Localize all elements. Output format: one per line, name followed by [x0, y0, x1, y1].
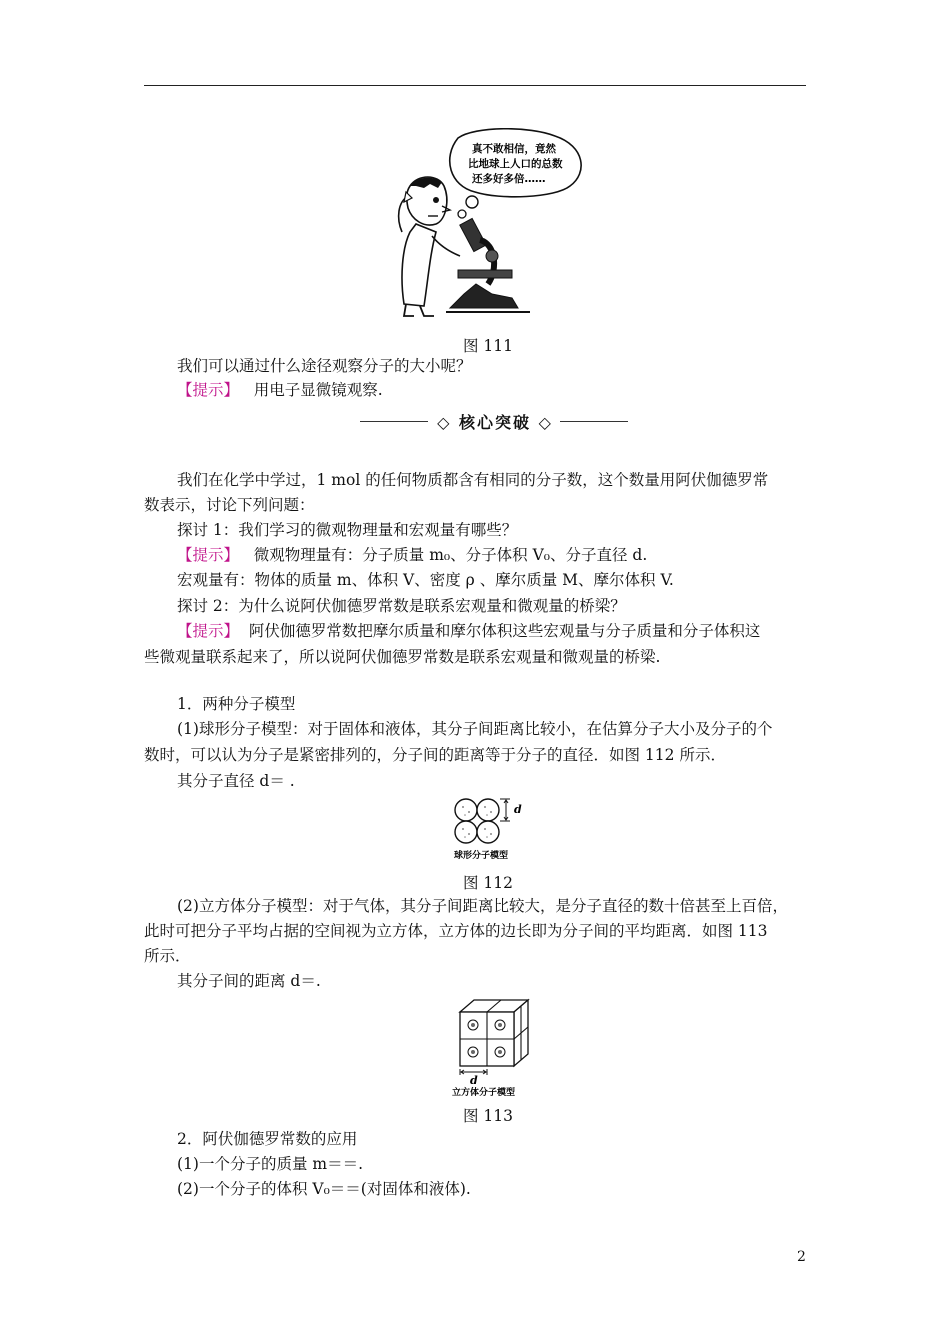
discussion-hint-1 [177, 544, 647, 566]
figure-113-caption: 图 113 [462, 1107, 513, 1125]
sphere-line-2: 数时，可以认为分子是紧密排列的，分子间的距离等于分子的直径．如图 112 所示． [144, 746, 726, 764]
intro-question: 我们可以通过什么途径观察分子的大小呢？ [177, 357, 472, 375]
discussion-question-2: 探讨 2：为什么说阿伏伽德罗常数是联系宏观量和微观量的桥梁？ [177, 597, 626, 615]
figure-111-caption: 图 111 [462, 337, 513, 355]
discussion-question-1: 探讨 1：我们学习的微观物理量和宏观量有哪些？ [177, 521, 518, 539]
discussion-hint-2-line-1 [177, 620, 760, 642]
hint-label: 【提示】 [177, 546, 240, 564]
figure-113-d-label: d [470, 1074, 478, 1087]
discussion-hint-2-line-2: 些微观量联系起来了，所以说阿伏伽德罗常数是联系宏观量和微观量的桥梁. [144, 648, 661, 666]
hint-label: 【提示】 [177, 381, 240, 399]
speech-line-1: 真不敢相信，竟然 [472, 143, 556, 155]
figure-113-cube-model [450, 998, 540, 1096]
figure-113-label: 立方体分子模型 [452, 1088, 516, 1096]
discussion-macro: 宏观量有：物体的质量 m、体积 V、密度 ρ 、摩尔质量 M、摩尔体积 V. [177, 571, 674, 589]
applications-heading: 2．阿伏伽德罗常数的应用 [177, 1130, 358, 1148]
sphere-formula: 其分子直径 d＝ . [177, 772, 295, 790]
sphere-line-1: (1)球形分子模型：对于固体和液体，其分子间距离比较小，在估算分子大小及分子的个 [177, 720, 773, 738]
application-item-1: (1)一个分子的质量 m＝＝. [177, 1155, 364, 1173]
application-item-2: (2)一个分子的体积 V₀＝＝(对固体和液体). [177, 1180, 471, 1198]
cube-formula: 其分子间的距离 d＝. [177, 972, 321, 990]
figure-111-illustration [380, 128, 590, 320]
cube-line-1: (2)立方体分子模型：对于气体，其分子间距离比较大，是分子直径的数十倍甚至上百倍， [177, 897, 788, 915]
speech-line-3: 还多好多倍…… [472, 173, 546, 185]
hint-text: 阿伏伽德罗常数把摩尔质量和摩尔体积这些宏观量与分子质量和分子体积这 [248, 622, 761, 640]
header-rule [144, 85, 806, 86]
discussion-para-line-2: 数表示，讨论下列问题： [144, 496, 315, 514]
section-divider [360, 410, 630, 432]
page-number: 2 [797, 1249, 806, 1265]
figure-112-d-label: d [514, 803, 522, 816]
figure-112-label: 球形分子模型 [454, 851, 509, 861]
speech-line-2: 比地球上人口的总数 [468, 158, 563, 170]
section-title: ◇ 核心突破 ◇ [437, 413, 553, 432]
cube-line-2: 此时可把分子平均占据的空间视为立方体，立方体的边长即为分子间的平均距离．如图 113 [144, 922, 768, 940]
figure-112-sphere-model [448, 796, 538, 862]
figure-112-caption: 图 112 [462, 874, 513, 892]
hint-text: 微观物理量有：分子质量 m₀、分子体积 V₀、分子直径 d. [253, 546, 648, 564]
hint-label: 【提示】 [177, 622, 240, 640]
hint-text: 用电子显微镜观察. [253, 381, 383, 399]
models-heading: 1．两种分子模型 [177, 695, 296, 713]
cube-line-3: 所示． [144, 947, 191, 965]
discussion-para-line-1: 我们在化学中学过，1 mol 的任何物质都含有相同的分子数，这个数量用阿伏伽德罗常 [177, 471, 769, 489]
intro-hint [177, 379, 383, 401]
